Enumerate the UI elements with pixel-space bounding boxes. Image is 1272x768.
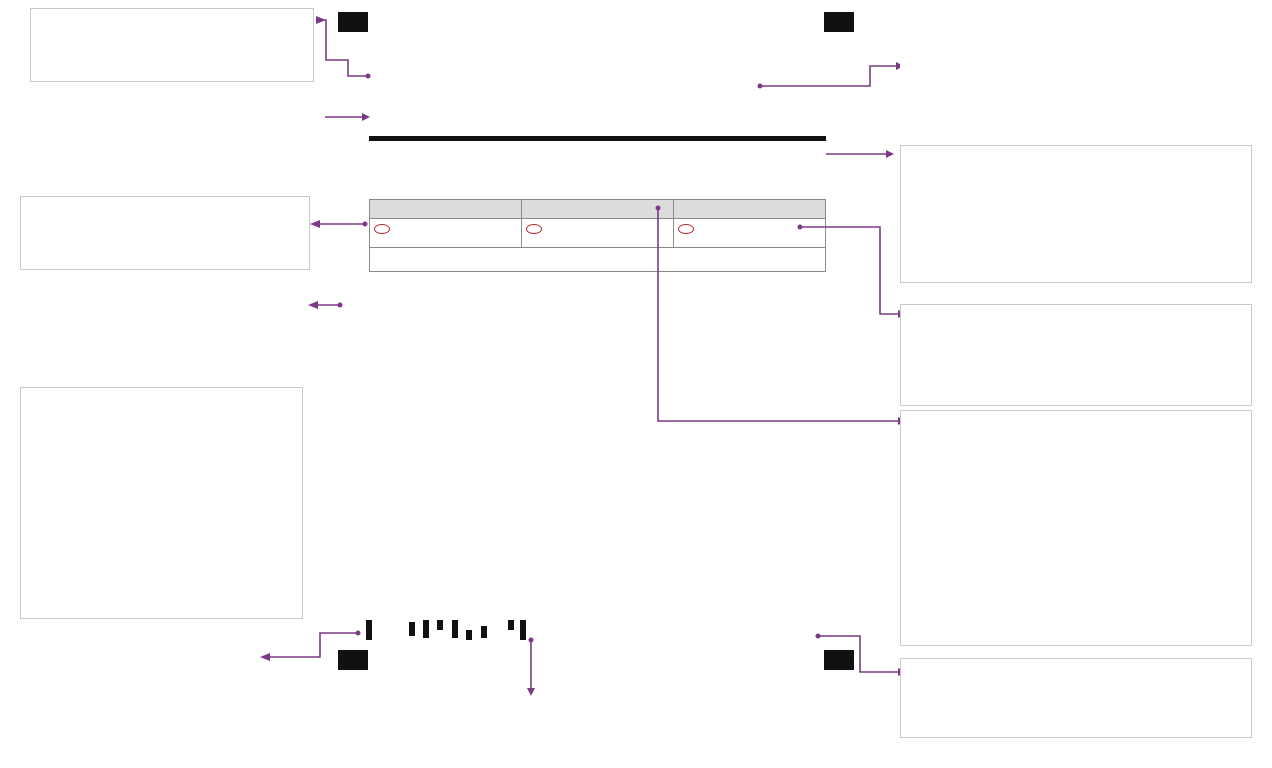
qr-code-box — [900, 658, 1252, 738]
law-59-4-box — [900, 50, 1252, 130]
vote-instruction-box — [900, 145, 1252, 283]
oval-mark-box — [20, 196, 310, 270]
hidden-security-box — [20, 387, 303, 619]
serial-number-box — [30, 8, 314, 82]
candidate-name-box — [900, 304, 1252, 406]
party-name-box — [900, 410, 1252, 646]
